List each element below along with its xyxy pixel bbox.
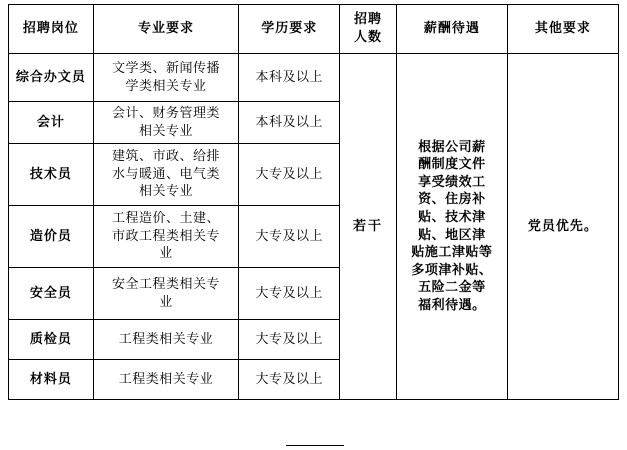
row-major-line: 市政工程类相关专 bbox=[112, 228, 221, 244]
column-header-count-line2: 人数 bbox=[354, 30, 383, 45]
row-major-line: 工程造价、土建、 bbox=[112, 211, 221, 227]
row-post: 造价员 bbox=[9, 206, 94, 268]
row-post: 技术员 bbox=[9, 144, 94, 206]
row-major-line: 会计、财务管理类 bbox=[112, 105, 221, 121]
table-row bbox=[9, 54, 619, 102]
row-major-line: 安全工程类相关专 bbox=[112, 276, 221, 292]
row-major-line: 相关专业 bbox=[139, 184, 194, 200]
row-major: 工程类相关专业 bbox=[93, 360, 238, 400]
document-page bbox=[0, 4, 627, 450]
salary-line: 享受绩效工 bbox=[418, 174, 486, 190]
other-merged-cell: 党员优先。 bbox=[507, 54, 618, 400]
row-post: 材料员 bbox=[9, 360, 94, 400]
row-major-line: 相关专业 bbox=[139, 123, 194, 139]
row-major-line: 建筑、市政、给排 bbox=[112, 149, 221, 165]
row-post: 会计 bbox=[9, 102, 94, 144]
salary-line: 多项津补贴、 bbox=[411, 262, 493, 278]
row-major-line: 业 bbox=[159, 246, 173, 262]
column-header-salary: 薪酬待遇 bbox=[396, 5, 507, 54]
salary-merged-cell bbox=[396, 54, 507, 400]
row-major-line: 业 bbox=[159, 294, 173, 310]
row-education: 大专及以上 bbox=[239, 320, 340, 360]
column-header-count bbox=[340, 5, 397, 54]
salary-line: 福利待遇。 bbox=[418, 297, 486, 313]
row-education: 大专及以上 bbox=[239, 268, 340, 320]
row-education: 本科及以上 bbox=[239, 102, 340, 144]
row-post: 质检员 bbox=[9, 320, 94, 360]
row-major bbox=[93, 268, 238, 320]
row-post: 安全员 bbox=[9, 268, 94, 320]
salary-line: 资、住房补 bbox=[418, 192, 486, 208]
row-major bbox=[93, 144, 238, 206]
recruitment-table bbox=[8, 4, 619, 400]
row-education: 大专及以上 bbox=[239, 206, 340, 268]
row-major bbox=[93, 54, 238, 102]
row-education: 大专及以上 bbox=[239, 360, 340, 400]
salary-line: 贴施工津贴等 bbox=[411, 245, 493, 261]
column-header-major: 专业要求 bbox=[93, 5, 238, 54]
row-major bbox=[93, 102, 238, 144]
salary-line: 贴、地区津 bbox=[418, 227, 486, 243]
row-major-line: 水与暖通、电气类 bbox=[112, 166, 221, 182]
count-merged-cell: 若干 bbox=[340, 54, 397, 400]
column-header-education: 学历要求 bbox=[239, 5, 340, 54]
row-major: 工程类相关专业 bbox=[93, 320, 238, 360]
table-header-row bbox=[9, 5, 619, 54]
row-post: 综合办文员 bbox=[9, 54, 94, 102]
row-education: 大专及以上 bbox=[239, 144, 340, 206]
salary-line: 五险二金等 bbox=[418, 280, 486, 296]
salary-line: 贴、技术津 bbox=[418, 209, 486, 225]
row-major bbox=[93, 206, 238, 268]
column-header-other: 其他要求 bbox=[507, 5, 618, 54]
column-header-post: 招聘岗位 bbox=[9, 5, 94, 54]
salary-line: 根据公司薪 bbox=[418, 139, 486, 155]
column-header-count-line1: 招聘 bbox=[354, 12, 383, 28]
row-major-line: 文学类、新闻传播 bbox=[112, 60, 221, 76]
row-major-line: 学类相关专业 bbox=[125, 78, 207, 94]
row-education: 本科及以上 bbox=[239, 54, 340, 102]
salary-line: 酬制度文件 bbox=[418, 157, 486, 173]
